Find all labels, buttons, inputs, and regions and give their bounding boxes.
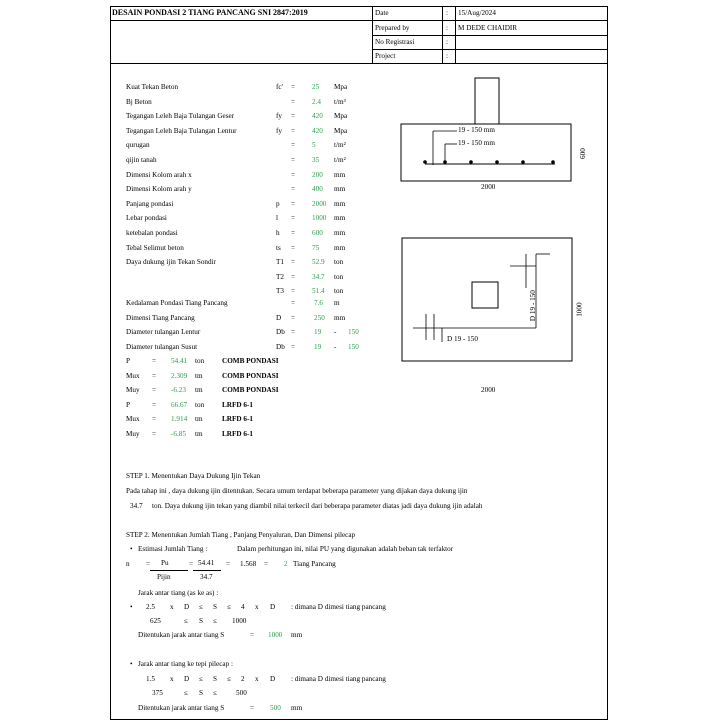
param-eq: =: [291, 97, 296, 106]
param-value: 2.4: [312, 97, 321, 106]
load-value: 1.914: [171, 415, 188, 424]
bot-bar-label: 19 - 150 mm: [458, 139, 495, 147]
param-label: Tebal Selimut beton: [126, 243, 184, 252]
load-eq: =: [152, 386, 157, 395]
inequality-term: 500: [236, 689, 247, 697]
inequality-term: 2: [241, 675, 245, 683]
param-unit: mm: [334, 313, 346, 322]
param-symbol: ts: [276, 243, 281, 252]
param-label: Tegangan Leleh Baja Tulangan Geser: [126, 112, 235, 121]
load-unit: tm: [195, 415, 203, 424]
param-value-2: 150: [348, 328, 359, 337]
rebar-dot: [469, 160, 473, 164]
rebar-dot: [423, 160, 427, 164]
load-symbol: Muy: [126, 386, 140, 395]
param-symbol: fc': [276, 83, 283, 91]
param-unit: mm: [334, 229, 346, 237]
load-value: -6.85: [171, 430, 186, 438]
param-eq: =: [291, 287, 296, 296]
load-note: COMB PONDASI: [222, 357, 279, 365]
inequality-term: ≤: [227, 675, 231, 683]
rebar-dot: [495, 160, 499, 164]
pijin-value: 34.7: [200, 573, 213, 581]
param-unit: mm: [334, 214, 346, 223]
param-label: Kuat Tekan Beton: [126, 83, 179, 91]
load-symbol: Mux: [126, 371, 140, 380]
load-eq: =: [152, 357, 157, 365]
inequality-term: D: [270, 675, 276, 683]
step1-line1: Pada tahap ini , daya dukung ijin ditentukan. Secara umum terdapat beberapa parameter yang dijakan daya dukung ijin: [126, 487, 468, 495]
param-unit: Mpa: [334, 83, 348, 91]
column-section: [475, 78, 499, 124]
inequality-term: x: [255, 675, 259, 683]
param-eq: =: [291, 272, 296, 281]
param-value: 34.7: [312, 272, 325, 281]
param-symbol: p: [276, 199, 280, 208]
param-symbol: fy: [276, 126, 282, 135]
param-eq: =: [291, 141, 296, 150]
plan-height-label: 1000: [575, 302, 584, 317]
spacing-unit: mm: [291, 631, 303, 639]
param-label: Lebar pondasi: [126, 214, 167, 223]
section-drawing: [395, 75, 595, 195]
inequality-term: 625: [150, 617, 161, 625]
param-label: Daya dukung ijin Tekan Sondir: [126, 258, 216, 267]
param-unit: t/m²: [334, 141, 346, 150]
param-label: Diameter tulangan Lentur: [126, 328, 201, 337]
param-value: 52.9: [312, 258, 325, 267]
date-label: Date: [375, 9, 389, 17]
load-note: LRFD 6-1: [222, 400, 253, 409]
param-value: 1000: [312, 214, 327, 223]
n-unit: Tiang Pancang: [293, 560, 336, 568]
param-label: qurugan: [126, 141, 150, 150]
spacing-title: Jarak antar tiang (as ke as) :: [138, 589, 219, 597]
param-value-2: 150: [348, 342, 359, 351]
rebar-dot: [551, 160, 555, 164]
load-eq: =: [152, 415, 157, 424]
plan-width-label: 2000: [481, 386, 496, 394]
step1-value: 34.7: [130, 502, 143, 510]
param-unit: m: [334, 299, 340, 307]
param-unit: mm: [334, 199, 346, 208]
inequality-term: S: [199, 617, 203, 625]
param-unit: Mpa: [334, 126, 348, 135]
param-eq: =: [291, 313, 296, 322]
load-note: COMB PONDASI: [222, 386, 279, 395]
param-eq: =: [291, 112, 296, 121]
header-col-line: [442, 6, 443, 63]
param-symbol: l: [276, 214, 278, 223]
inequality-term: 2.5: [146, 603, 155, 611]
param-eq: =: [291, 126, 296, 135]
inequality-term: ≤: [184, 689, 188, 697]
param-eq: =: [291, 229, 296, 237]
param-value: 7.6: [314, 299, 323, 307]
eq: =: [146, 560, 151, 568]
inequality-term: x: [170, 603, 174, 611]
sep: :: [446, 9, 448, 17]
param-label: Bj Beton: [126, 97, 152, 106]
step1-title: STEP 1. Menentukan Daya Dukung Ijin Tekan: [126, 472, 261, 480]
inequality-term: ≤: [199, 603, 203, 611]
param-eq: =: [291, 214, 296, 223]
eq: =: [189, 560, 194, 568]
load-unit: tm: [195, 386, 203, 395]
load-symbol: P: [126, 357, 130, 365]
inequality-term: D: [270, 603, 276, 611]
eq: =: [250, 631, 255, 639]
edge-title: Jarak antar tiang ke tepi pilecap :: [138, 660, 233, 668]
param-value: 2000: [312, 199, 327, 208]
inequality-term: ≤: [213, 689, 217, 697]
param-value: 51.4: [312, 287, 325, 296]
param-value: 25: [312, 83, 320, 91]
param-symbol: D: [276, 313, 282, 322]
eq: =: [250, 704, 255, 712]
pilecap-outline: [402, 238, 572, 361]
param-symbol: T2: [276, 272, 284, 281]
inequality-term: x: [255, 603, 259, 611]
load-unit: tm: [195, 371, 203, 380]
param-value: 420: [312, 126, 323, 135]
param-value: 420: [312, 112, 323, 121]
inequality-term: S: [213, 675, 217, 683]
param-unit: ton: [334, 258, 344, 267]
date-value: 15/Aug/2024: [458, 9, 496, 17]
param-symbol: fy: [276, 112, 282, 121]
header-col-line: [372, 6, 373, 63]
param-symbol: h: [276, 229, 280, 237]
edge-unit: mm: [291, 704, 303, 712]
load-value: 66.67: [171, 400, 188, 409]
param-label: Kedalaman Pondasi Tiang Pancang: [126, 299, 228, 307]
param-eq: =: [291, 199, 296, 208]
ratio-value: 1.568: [240, 560, 257, 568]
sep: :: [446, 52, 448, 60]
param-value: 19: [314, 342, 322, 351]
sep: :: [446, 38, 448, 46]
param-label: ketebalan pondasi: [126, 229, 178, 237]
param-dash: -: [334, 328, 337, 337]
plan-drawing: [398, 236, 578, 364]
bullet1-label: Estimasi Jumlah Tiang :: [138, 545, 208, 553]
param-value: 400: [312, 185, 323, 194]
load-note: COMB PONDASI: [222, 371, 279, 380]
pijin-symbol: Pijin: [157, 573, 171, 581]
sep: :: [446, 24, 448, 32]
param-symbol: T1: [276, 258, 284, 267]
param-eq: =: [291, 342, 296, 351]
param-label: qijin tanah: [126, 156, 157, 164]
param-eq: =: [291, 328, 296, 337]
load-symbol: P: [126, 400, 130, 409]
load-value: 54.41: [171, 357, 188, 365]
param-unit: mm: [334, 170, 346, 179]
param-eq: =: [291, 243, 296, 252]
plan-bar-v-label: D 19 - 150: [528, 290, 537, 322]
param-value: 35: [312, 156, 320, 164]
inequality-term: x: [170, 675, 174, 683]
param-symbol: Db: [276, 342, 285, 351]
registrasi-label: No Registrasi: [375, 38, 415, 46]
n-value: 2: [284, 560, 288, 568]
param-value: 600: [312, 229, 323, 237]
inequality-term: ≤: [199, 675, 203, 683]
param-unit: ton: [334, 272, 344, 281]
load-value: 2.309: [171, 371, 188, 380]
edge-result-label: Ditentukan jarak antar tiang S: [138, 704, 225, 712]
fraction-bar: [193, 570, 221, 571]
inequality-term: S: [213, 603, 217, 611]
bullet: •: [130, 545, 133, 553]
spacing-result: 1000: [268, 631, 283, 639]
header-divider: [110, 20, 608, 21]
load-note: LRFD 6-1: [222, 430, 253, 438]
param-label: Tegangan Leleh Baja Tulangan Lentur: [126, 126, 237, 135]
spacing-note: : dimana D dimesi tiang pancang: [291, 603, 386, 611]
bullet: •: [130, 660, 133, 668]
load-value: -6.23: [171, 386, 186, 395]
param-label: Diameter tulangan Susut: [126, 342, 198, 351]
inequality-term: S: [199, 689, 203, 697]
param-eq: =: [291, 185, 296, 194]
header-bottom-line: [110, 63, 608, 64]
bullet1-desc: Dalam perhitungan ini, nilai PU yang digunakan adalah beban tak terfaktor: [237, 545, 454, 553]
param-unit: Mpa: [334, 112, 348, 121]
inequality-term: ≤: [184, 617, 188, 625]
param-symbol: T3: [276, 287, 284, 296]
inequality-term: ≤: [227, 603, 231, 611]
param-label: Panjang pondasi: [126, 199, 174, 208]
header-row-line: [372, 49, 608, 50]
load-eq: =: [152, 430, 157, 438]
load-eq: =: [152, 371, 157, 380]
edge-result: 500: [270, 704, 281, 712]
header-col-line: [455, 6, 456, 63]
param-eq: =: [291, 156, 296, 164]
param-label: Dimensi Tiang Pancang: [126, 313, 195, 322]
rebar-dot: [521, 160, 525, 164]
inequality-term: 4: [241, 603, 245, 611]
param-value: 75: [312, 243, 320, 252]
inequality-term: 1.5: [146, 675, 155, 683]
param-value: 5: [312, 141, 316, 150]
doc-title: DESAIN PONDASI 2 TIANG PANCANG SNI 2847:2019: [112, 8, 308, 17]
param-symbol: Db: [276, 328, 285, 337]
inequality-term: ≤: [213, 617, 217, 625]
load-symbol: Muy: [126, 430, 140, 438]
param-eq: =: [291, 258, 296, 267]
load-note: LRFD 6-1: [222, 415, 253, 424]
param-eq: =: [291, 299, 296, 307]
param-unit: mm: [334, 243, 346, 252]
param-label: Dimensi Kolom arah y: [126, 185, 192, 194]
pu-value: 54.41: [198, 559, 215, 567]
param-value: 200: [312, 170, 323, 179]
prepared-label: Prepared by: [375, 24, 410, 32]
fraction-bar: [150, 570, 188, 571]
edge-note: : dimana D dimesi tiang pancang: [291, 675, 386, 683]
top-bar-label: 19 - 150 mm: [458, 126, 495, 134]
bullet: •: [130, 603, 133, 611]
step1-line2: ton. Daya dukung ijin tekan yang diambil nilai terkecil dari beberapa parameter diatas jadi daya dukung ijin adalah: [152, 502, 483, 510]
param-dash: -: [334, 342, 337, 351]
project-label: Project: [375, 52, 396, 60]
param-value: 250: [314, 313, 325, 322]
param-unit: ton: [334, 287, 344, 296]
eq: =: [226, 560, 231, 568]
load-unit: ton: [195, 400, 205, 409]
param-unit: t/m³: [334, 97, 346, 106]
pu-symbol: Pu: [161, 559, 169, 567]
param-value: 19: [314, 328, 322, 337]
step2-title: STEP 2. Menentukan Jumlah Tiang , Panjang Penyaluran, Dan Dimensi pilecap: [126, 531, 356, 539]
param-unit: mm: [334, 185, 346, 194]
param-eq: =: [291, 170, 296, 179]
load-symbol: Mux: [126, 415, 140, 424]
load-unit: tm: [195, 430, 203, 438]
param-label: Dimensi Kolom arah x: [126, 170, 192, 179]
header-row-line: [372, 35, 608, 36]
load-unit: ton: [195, 357, 205, 365]
spacing-result-label: Ditentukan jarak antar tiang S: [138, 631, 225, 639]
inequality-term: 1000: [232, 617, 247, 625]
param-unit: t/m²: [334, 156, 346, 164]
plan-bar-h-label: D 19 - 150: [447, 335, 478, 343]
n-symbol: n: [126, 560, 130, 568]
inequality-term: 375: [152, 689, 163, 697]
inequality-term: D: [184, 675, 190, 683]
eq: =: [264, 560, 269, 568]
load-eq: =: [152, 400, 157, 409]
section-width-label: 2000: [481, 183, 496, 191]
rebar-dot: [443, 160, 447, 164]
prepared-value: M DEDE CHAIDIR: [458, 24, 518, 32]
section-height-label: 600: [578, 148, 587, 159]
column-plan: [472, 282, 498, 308]
inequality-term: D: [184, 603, 190, 611]
param-eq: =: [291, 83, 296, 91]
